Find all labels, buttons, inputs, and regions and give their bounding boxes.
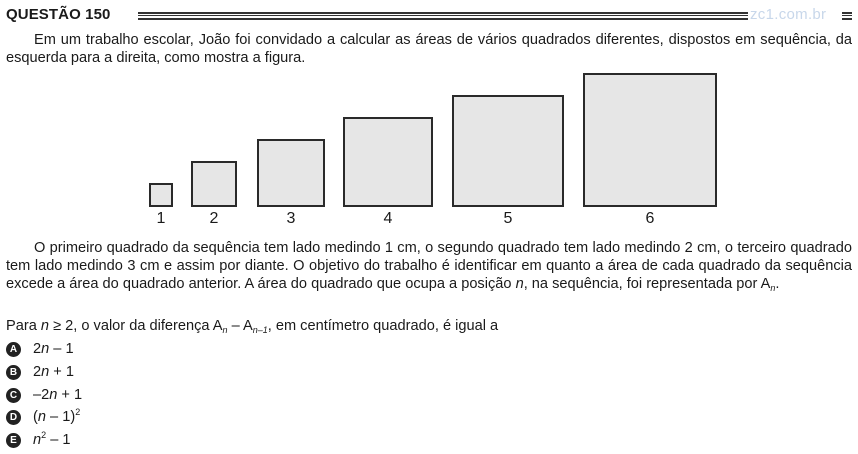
square-label-6: 6 — [645, 210, 655, 227]
question-title: QUESTÃO 150 — [6, 6, 111, 23]
square-label-3: 3 — [286, 210, 296, 227]
intro-text: Em um trabalho escolar, João foi convidado a calcular as áreas de vários quadrados diferentes, dispostos em sequência, da esquerda para a direita, como mostra a figura. — [6, 32, 852, 66]
question-stem: Para n ≥ 2, o valor da diferença $A_n - A_{n-1}$, em centímetro quadrado, é igual a — [6, 318, 499, 335]
option-letter-badge: D — [6, 410, 21, 425]
option-letter-badge: A — [6, 342, 21, 357]
option-c[interactable]: C –2n + 1 — [6, 387, 82, 403]
square-2 — [191, 161, 237, 207]
square-4 — [343, 117, 433, 207]
question-header — [6, 5, 852, 25]
option-letter-badge: C — [6, 388, 21, 403]
header-rule-end — [842, 12, 852, 20]
square-label-5: 5 — [503, 210, 513, 227]
watermark: zc1.com.br — [750, 6, 827, 23]
square-label-1: 1 — [156, 210, 166, 227]
option-e[interactable]: E $n^2 - 1$ — [6, 432, 70, 448]
square-5 — [452, 95, 564, 207]
option-d[interactable]: D (n – 1)$^2$ — [6, 409, 80, 425]
square-1 — [149, 183, 173, 207]
square-6 — [583, 73, 717, 207]
option-a[interactable]: A 2n – 1 — [6, 341, 74, 357]
intro-paragraph — [6, 31, 852, 67]
squares-figure — [0, 70, 858, 230]
square-label-2: 2 — [209, 210, 219, 227]
option-b[interactable]: B 2n + 1 — [6, 364, 74, 380]
option-letter-badge: E — [6, 433, 21, 448]
body-paragraph: O primeiro quadrado da sequência tem lado medindo 1 cm, o segundo quadrado tem lado medindo 2 cm, o terceiro quadrado tem lado medindo 3 cm e assim por diante. O objetivo do trabalho é identificar em quanto a área de cada quadrado da sequência excede a área do quadrado anterior. A área do quadrado que ocupa a posição n, na sequência, foi representada por $A_n$. — [6, 240, 852, 293]
option-letter-badge: B — [6, 365, 21, 380]
header-rule — [138, 12, 748, 20]
square-label-4: 4 — [383, 210, 393, 227]
square-3 — [257, 139, 325, 207]
